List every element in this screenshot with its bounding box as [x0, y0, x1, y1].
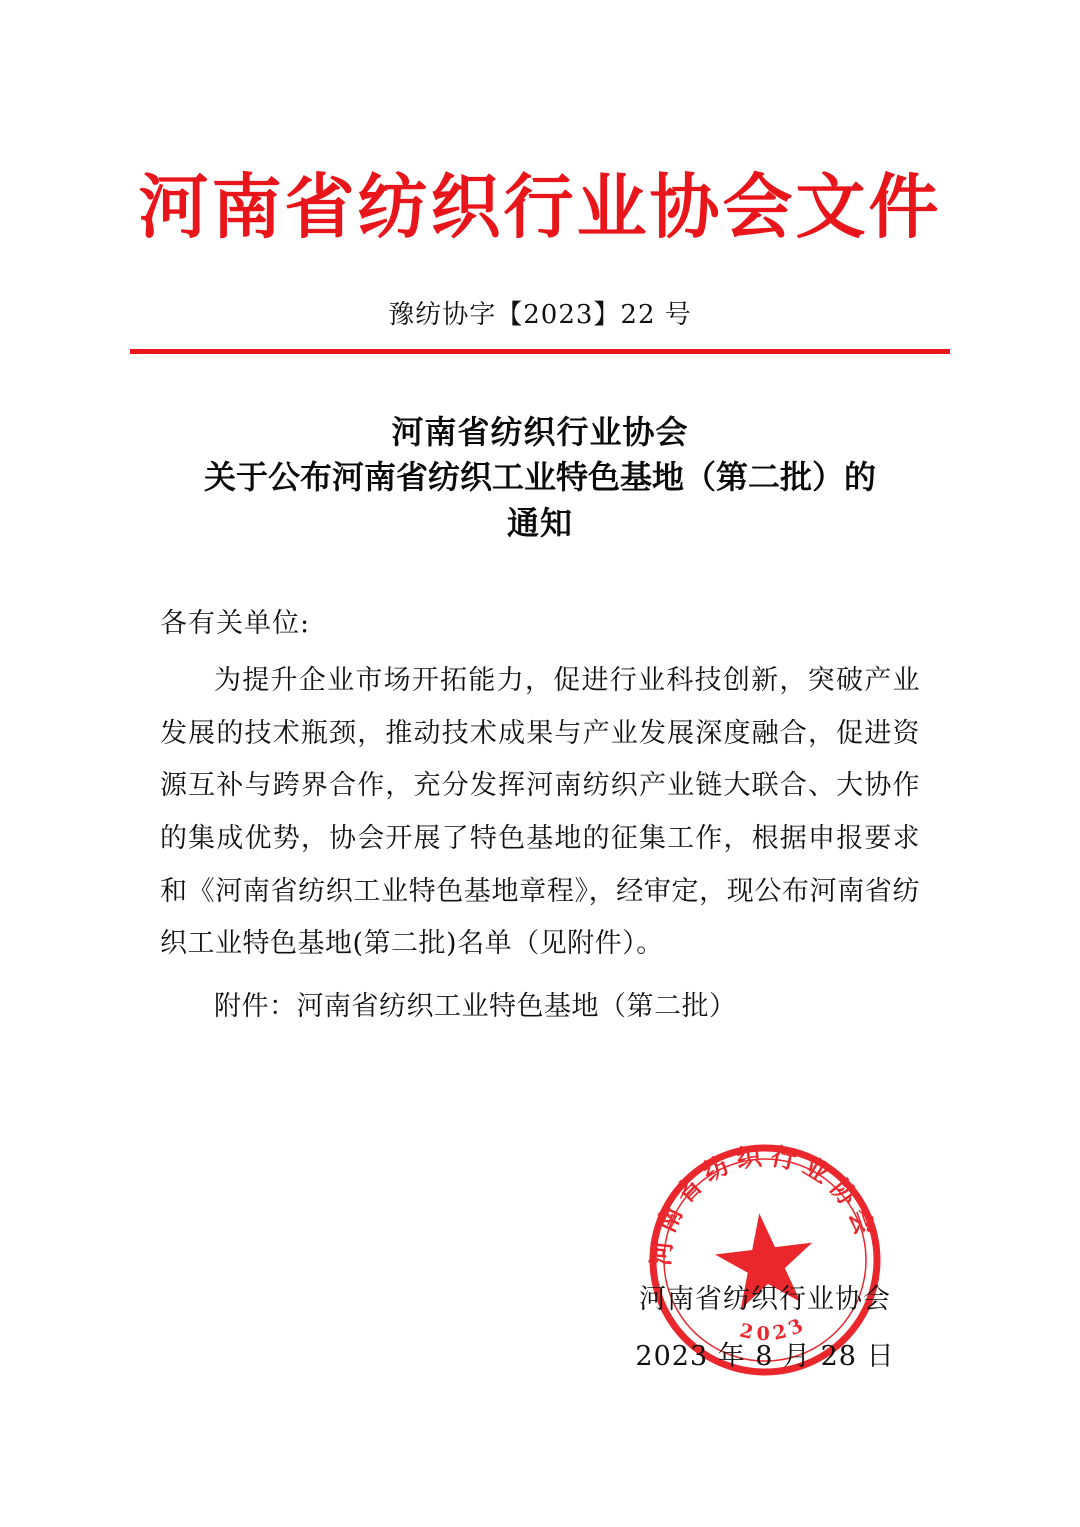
body-paragraph: 为提升企业市场开拓能力，促进行业科技创新，突破产业发展的技术瓶颈，推动技术成果与产业发展深度融合，促进资源互补与跨界合作，充分发挥河南纺织产业链大联合、大协作的集成优势，协会开展了特色基地的征集工作，根据申报要求和《河南省纺织工业特色基地章程》，经审定，现公布河南省纺织工业特色基地(第二批)名单（见附件）。	[160, 664, 920, 960]
title-line-2: 关于公布河南省纺织工业特色基地（第二批）的	[203, 458, 876, 497]
attachment-line: 附件：河南省纺织工业特色基地（第二批）	[214, 990, 737, 1022]
document-number: 豫纺协字【2023】22 号	[388, 300, 692, 330]
masthead	[0, 165, 1080, 248]
signer-name: 河南省纺织行业协会	[639, 1284, 891, 1315]
document-body	[160, 598, 920, 1033]
document-title	[145, 410, 935, 546]
masthead-title: 河南省纺织行业协会文件	[138, 165, 942, 248]
svg-text:2023: 2023	[737, 1312, 812, 1346]
svg-text:河南省纺织行业协会: 河南省纺织行业协会	[646, 1140, 882, 1268]
signature-date: 2023 年 8 月 28 日	[635, 1341, 895, 1372]
title-line-1: 河南省纺织行业协会	[391, 413, 689, 451]
salutation: 各有关单位:	[160, 608, 311, 640]
signature-area	[600, 1135, 930, 1373]
red-divider-rule	[130, 349, 950, 354]
title-line-3: 通知	[506, 503, 573, 542]
